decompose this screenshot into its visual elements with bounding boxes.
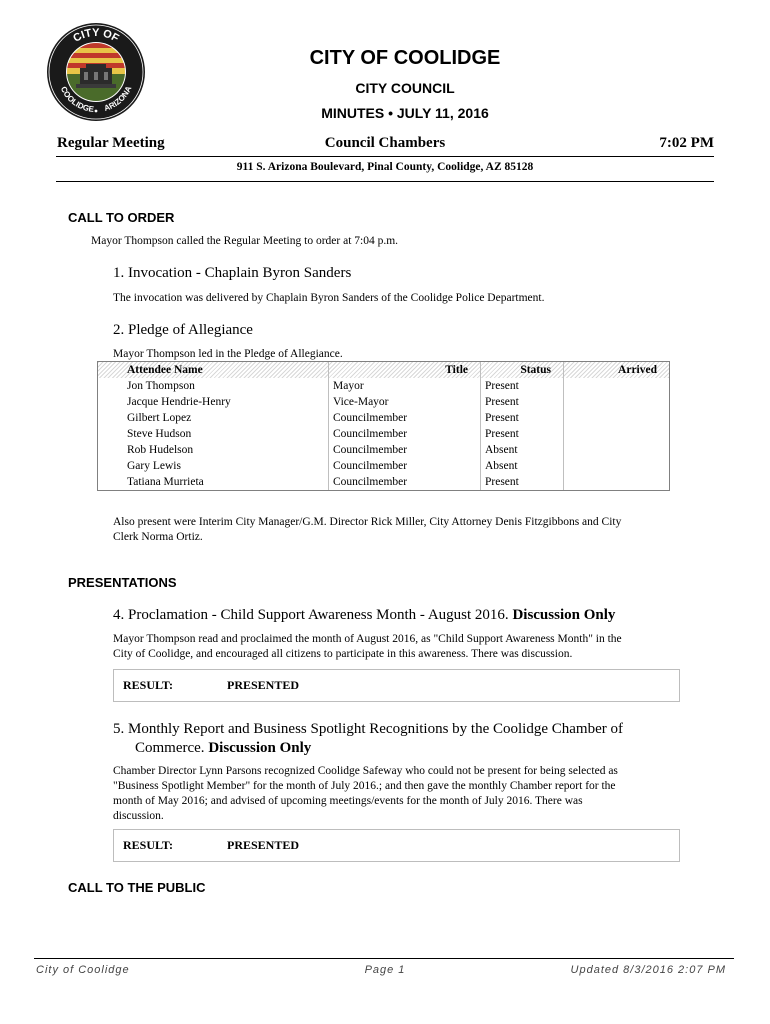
paragraph-line: Mayor Thompson read and proclaimed the month of August 2016, as "Child Support Awareness Month" in the [113,633,622,645]
table-row [98,474,669,490]
invocation-text: The invocation was delivered by Chaplain Byron Sanders of the Coolidge Police Department. [113,292,545,304]
result-value: PRESENTED [227,678,300,692]
attendee-title: Councilmember [329,426,481,442]
svg-text:CITY OF: CITY OF [71,26,121,45]
attendee-arrived [564,410,669,426]
monthly-report-text [113,764,618,824]
section-heading-call-to-order: CALL TO ORDER [68,210,175,225]
also-present-line: Clerk Norma Ortiz. [113,531,203,543]
attendee-title: Councilmember [329,410,481,426]
section-heading-call-to-public: CALL TO THE PUBLIC [68,880,206,895]
council-subtitle: CITY COUNCIL [355,80,455,96]
attendee-status: Present [481,410,564,426]
attendee-arrived [564,458,669,474]
paragraph-line: discussion. [113,810,164,822]
meeting-time: 7:02 PM [659,135,714,151]
result-box [113,669,680,702]
attendee-name: Jacque Hendrie-Henry [98,394,329,410]
footer-page-number: Page 1 [364,964,406,976]
attendee-title: Councilmember [329,474,481,490]
footer-rule [34,958,734,959]
attendee-name: Gilbert Lopez [98,410,329,426]
attendee-name: Steve Hudson [98,426,329,442]
attendee-status: Present [481,474,564,490]
table-row [98,442,669,458]
attendee-status: Absent [481,458,564,474]
attendee-name: Rob Hudelson [98,442,329,458]
attendee-title: Councilmember [329,442,481,458]
item-heading-text: Commerce. [135,740,205,756]
attendee-table-header [98,362,669,378]
attendee-name: Gary Lewis [98,458,329,474]
meeting-address: 911 S. Arizona Boulevard, Pinal County, Coolidge, AZ 85128 [236,161,534,173]
result-box [113,829,680,862]
attendee-name: Tatiana Murrieta [98,474,329,490]
paragraph-line: "Business Spotlight Member" for the month of July 2016.; and then gave the monthly Chamber report for the [113,780,616,792]
result-value: PRESENTED [227,838,300,852]
also-present-text [113,515,621,545]
attendee-arrived [564,442,669,458]
minutes-date: MINUTES • JULY 11, 2016 [321,105,489,121]
item-heading-text: 4. Proclamation - Child Support Awareness Month - August 2016. [113,607,509,623]
attendee-name: Jon Thompson [98,378,329,394]
attendee-status: Present [481,426,564,442]
paragraph-line: Chamber Director Lynn Parsons recognized Coolidge Safeway who could not be present for being selected as [113,765,618,777]
item-heading-line [113,739,623,758]
column-header-arrived: Arrived [618,364,657,376]
column-header-attendee-name: Attendee Name [98,362,329,378]
attendee-title: Vice-Mayor [329,394,481,410]
item-heading-pledge: 2. Pledge of Allegiance [113,322,253,338]
attendee-status: Present [481,394,564,410]
table-row [98,410,669,426]
svg-text:COOLIDGE: COOLIDGE [58,85,95,114]
header-rule-bottom [56,181,714,182]
table-row [98,378,669,394]
attendee-table [97,361,670,491]
header-rule-top [56,156,714,157]
discussion-only-tag: Discussion Only [512,607,616,623]
meeting-type: Regular Meeting [57,135,165,151]
column-header-status: Status [481,362,564,378]
result-label: RESULT: [123,838,174,852]
svg-text:ARIZONA: ARIZONA [102,84,134,113]
section-heading-presentations: PRESENTATIONS [68,575,177,590]
attendee-status: Present [481,378,564,394]
attendee-title: Mayor [329,378,481,394]
also-present-line: Also present were Interim City Manager/G.M. Director Rick Miller, City Attorney Denis Fitzgibbons and City [113,516,622,528]
item-heading-proclamation [113,607,615,624]
column-header-title: Title [329,362,481,378]
call-to-order-text: Mayor Thompson called the Regular Meeting to order at 7:04 p.m. [91,235,399,247]
attendee-arrived [564,378,669,394]
attendee-arrived [564,394,669,410]
attendee-arrived [564,474,669,490]
attendee-arrived [564,426,669,442]
item-heading-monthly-report [113,720,623,758]
proclamation-text [113,632,622,662]
footer-organization: City of Coolidge [36,964,130,976]
footer-updated-date: Updated 8/3/2016 2:07 PM [570,964,726,976]
table-row [98,426,669,442]
item-heading-line: 5. Monthly Report and Business Spotlight Recognitions by the Coolidge Chamber of [113,721,623,737]
document-title: CITY OF COOLIDGE [309,47,501,69]
pledge-text: Mayor Thompson led in the Pledge of Allegiance. [113,348,343,360]
meeting-location: Council Chambers [324,135,446,151]
attendee-title: Councilmember [329,458,481,474]
attendee-status: Absent [481,442,564,458]
paragraph-line: month of May 2016; and advised of upcoming meetings/events for the month of July 2016. There was [113,795,583,807]
paragraph-line: City of Coolidge, and encouraged all citizens to participate in this awareness. There was discussion. [113,648,573,660]
discussion-only-tag: Discussion Only [208,740,312,756]
table-row [98,458,669,474]
result-label: RESULT: [123,678,174,692]
table-row [98,394,669,410]
item-heading-invocation: 1. Invocation - Chaplain Byron Sanders [113,265,352,281]
